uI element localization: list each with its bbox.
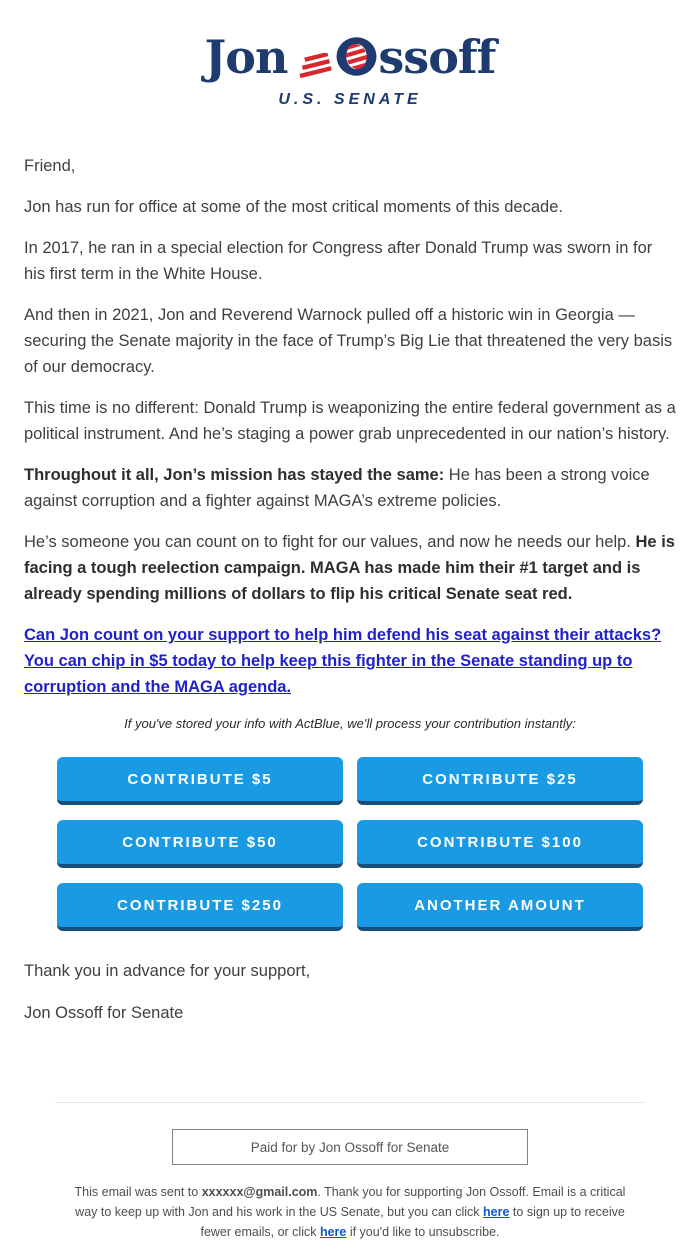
paid-for-disclaimer-box <box>172 1129 528 1165</box>
sent-prefix-text: This email was sent to <box>74 1185 202 1199</box>
contribute-100-button[interactable]: CONTRIBUTE $100 <box>357 820 643 868</box>
campaign-logo <box>0 0 700 109</box>
footer-divider <box>55 1102 645 1103</box>
paragraph-this-time: This time is no different: Donald Trump is weaponizing the entire federal government as a political instrument. And he’s staging a power grab unprecedented in our nation’s history. <box>24 399 676 443</box>
another-amount-button[interactable]: ANOTHER AMOUNT <box>357 883 643 931</box>
logo-first-name: Jon <box>204 30 288 84</box>
greeting-paragraph: Friend, <box>24 157 76 175</box>
recipient-email: xxxxxx@gmail.com <box>201 1185 318 1199</box>
paragraph-2017: In 2017, he ran in a special election for Congress after Donald Trump was sworn in for his first term in the White House. <box>24 239 653 283</box>
signoff-block <box>0 931 700 1026</box>
unsubscribe-link[interactable]: here <box>319 1225 347 1239</box>
paid-for-text: Paid for by Jon Ossoff for Senate <box>250 1139 450 1155</box>
contribute-grid <box>57 757 643 931</box>
paragraph-mission <box>24 462 676 514</box>
flag-stripes-icon <box>296 53 332 78</box>
fewer-emails-link[interactable]: here <box>483 1205 510 1219</box>
thanks-paragraph: Thank you in advance for your support, <box>24 962 311 980</box>
contribute-25-button[interactable]: CONTRIBUTE $25 <box>357 757 643 805</box>
paragraph-cta <box>24 622 676 700</box>
contribute-250-button[interactable]: CONTRIBUTE $250 <box>57 883 343 931</box>
paragraph-values <box>24 529 676 607</box>
logo-subtitle: U.S. SENATE <box>278 91 422 108</box>
mission-rest-text: He has been a strong voice against corruption and a fighter against MAGA’s extreme policies. <box>24 466 650 510</box>
chip-in-link[interactable]: Can Jon count on your support to help him defend his seat against their attacks? You can chip in $5 today to help keep this fighter in the Senate standing up to corruption and the MAGA agenda. <box>24 626 662 696</box>
signature-paragraph: Jon Ossoff for Senate <box>24 1004 184 1022</box>
logo-wordmark <box>0 30 700 84</box>
actblue-note: If you've stored your info with ActBlue, we'll process your contribution instantly: <box>124 716 576 731</box>
striped-o-icon <box>335 37 378 76</box>
contribute-5-button[interactable]: CONTRIBUTE $5 <box>57 757 343 805</box>
sent-suffix-text: . Thank you for supporting Jon Ossoff. Email is a critical way to keep up with Jon and his work in the US Senate, but you can click <box>75 1185 626 1219</box>
fine-print <box>63 1182 638 1242</box>
values-normal-text: He’s someone you can count on to fight for our values, and now he needs our help. <box>24 533 636 551</box>
values-bold-text: He is facing a tough reelection campaign. MAGA has made him their #1 target and is already spending millions of dollars to flip his critical Senate seat red. <box>24 533 675 603</box>
logo-last-rest: ssoff <box>378 30 496 84</box>
fine-print-end-text: if you'd like to unsubscribe. <box>346 1225 500 1239</box>
email-body <box>0 109 700 733</box>
paragraph-2021: And then in 2021, Jon and Reverend Warnock pulled off a historic win in Georgia — securing the Senate majority in the face of Trump’s Big Lie that threatened the very basis of our democracy. <box>24 306 673 376</box>
mission-bold-text: Throughout it all, Jon’s mission has stayed the same: <box>24 466 445 484</box>
contribute-50-button[interactable]: CONTRIBUTE $50 <box>57 820 343 868</box>
paragraph-decade: Jon has run for office at some of the most critical moments of this decade. <box>24 198 563 216</box>
fine-print-mid-text: to sign up to receive fewer emails, or click <box>200 1205 625 1239</box>
